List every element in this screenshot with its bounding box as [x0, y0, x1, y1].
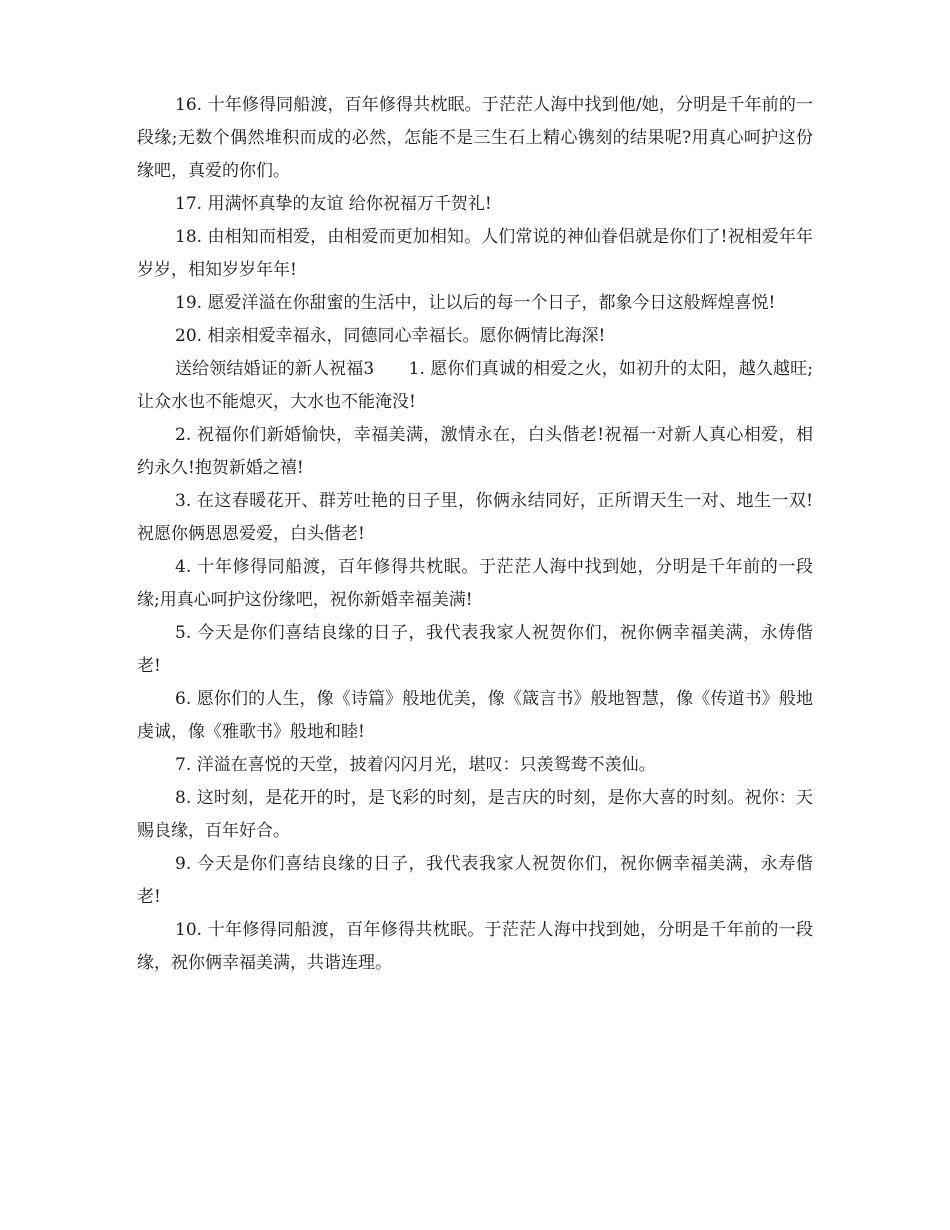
section-heading-paragraph-1: 送给领结婚证的新人祝福3 1. 愿你们真诚的相爱之火，如初升的太阳，越久越旺;让众水也不能熄灭，大水也不能淹没! — [137, 359, 813, 412]
paragraph-16: 16. 十年修得同船渡，百年修得共枕眠。于茫茫人海中找到他/她，分明是千年前的一段缘;无数个偶然堆积而成的必然，怎能不是三生石上精心镌刻的结果呢?用真心呵护这份缘吧，真爱的你们。 — [137, 95, 813, 181]
paragraph-6: 6. 愿你们的人生，像《诗篇》般地优美，像《箴言书》般地智慧，像《传道书》般地虔诚，像《雅歌书》般地和睦! — [137, 689, 813, 742]
paragraph-8: 8. 这时刻，是花开的时，是飞彩的时刻，是吉庆的时刻，是你大喜的时刻。祝你：天赐良缘，百年好合。 — [137, 788, 813, 841]
paragraph-10: 10. 十年修得同船渡，百年修得共枕眠。于茫茫人海中找到她，分明是千年前的一段缘，祝你俩幸福美满，共谐连理。 — [137, 920, 813, 973]
paragraph-3: 3. 在这春暖花开、群芳吐艳的日子里，你俩永结同好，正所谓天生一对、地生一双!祝愿你俩恩恩爱爱，白头偕老! — [137, 491, 813, 544]
paragraph-19: 19. 愿爱洋溢在你甜蜜的生活中，让以后的每一个日子，都象今日这般辉煌喜悦! — [175, 293, 776, 313]
paragraph-4: 4. 十年修得同船渡，百年修得共枕眠。于茫茫人海中找到她，分明是千年前的一段缘;用真心呵护这份缘吧，祝你新婚幸福美满! — [137, 557, 813, 610]
document-body — [137, 89, 813, 980]
paragraph-20: 20. 相亲相爱幸福永，同德同心幸福长。愿你俩情比海深! — [175, 326, 606, 346]
paragraph-9: 9. 今天是你们喜结良缘的日子，我代表我家人祝贺你们，祝你俩幸福美满，永寿偕老! — [137, 854, 813, 907]
paragraph-17: 17. 用满怀真挚的友谊 给你祝福万千贺礼! — [175, 194, 492, 214]
paragraph-7: 7. 洋溢在喜悦的天堂，披着闪闪月光，堪叹：只羡鸳鸯不羡仙。 — [175, 755, 656, 775]
paragraph-18: 18. 由相知而相爱，由相爱而更加相知。人们常说的神仙眷侣就是你们了!祝相爱年年岁岁，相知岁岁年年! — [137, 227, 813, 280]
paragraph-2: 2. 祝福你们新婚愉快，幸福美满，激情永在，白头偕老!祝福一对新人真心相爱，相约永久!抱贺新婚之禧! — [137, 425, 813, 478]
paragraph-5: 5. 今天是你们喜结良缘的日子，我代表我家人祝贺你们，祝你俩幸福美满，永俦偕老! — [137, 623, 813, 676]
